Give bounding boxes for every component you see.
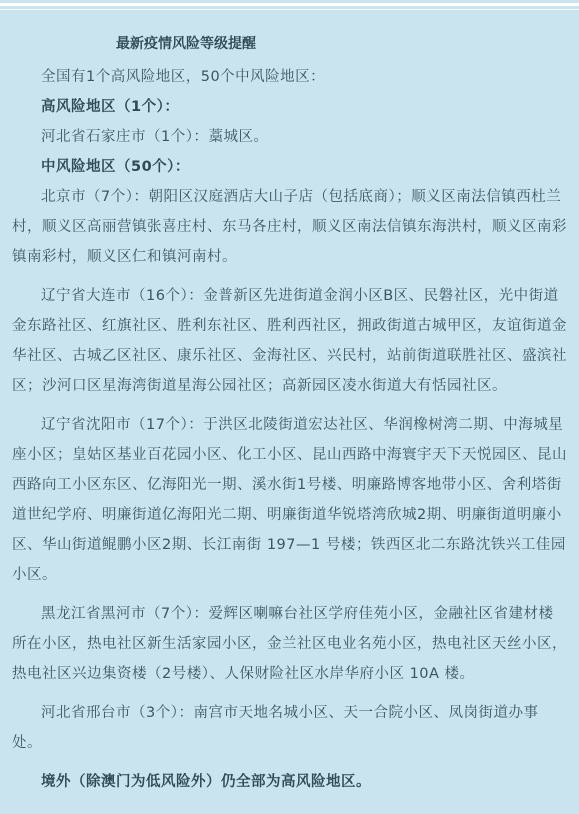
intro-text: 全国有1个高风险地区，50个中风险地区： xyxy=(41,69,326,85)
overseas-note: 境外（除澳门为低风险外）仍全部为高风险地区。 xyxy=(41,774,371,790)
article-title: 最新疫情风险等级提醒 xyxy=(116,36,256,52)
region-paragraph-shenyang: 辽宁省沈阳市（17个）：于洪区北陵街道宏达社区、华润橡树湾二期、中海城星座小区；皇姑区基业百花园小区、化工小区、昆山西路中海寰宇天下天悦园区、昆山西路向工小区东区、亿海阳光一期、溪水街1号楼、明廉路博客地带小区、舍利塔街道世纪学府、明廉街道亿海阳光二期、明廉街道华锐塔湾欣城2期、明廉街道明廉小区、华山街道鲲鹏小区2期、长江南街 197—1 号楼；铁西区北二东路沈铁兴工佳园小区。 xyxy=(12,417,567,583)
top-decor-line xyxy=(0,3,579,6)
medium-risk-heading: 中风险地区（50个）： xyxy=(41,159,190,175)
region-paragraph-beijing: 北京市（7个）：朝阳区汉庭酒店大山子店（包括底商）；顺义区南法信镇西杜兰村，顺义区高丽营镇张喜庄村、东马各庄村，顺义区南法信镇东海洪村，顺义区南彩镇南彩村，顺义区仁和镇河南村。 xyxy=(12,189,567,265)
high-risk-heading: 高风险地区（1个）： xyxy=(41,99,180,115)
region-paragraph-xingtai: 河北省邢台市（3个）：南宫市天地名城小区、天一合院小区、凤岗街道办事处。 xyxy=(12,705,539,751)
article xyxy=(0,10,579,797)
top-decor-line-thin xyxy=(0,9,579,10)
region-paragraph-dalian: 辽宁省大连市（16个）：金普新区先进街道金润小区B区、民磐社区，光中街道金东路社区、红旗社区、胜利东社区、胜利西社区，拥政街道古城甲区，友谊街道金华社区、古城乙区社区、康乐社区、金海社区、兴民村，站前街道联胜社区、盛滨社区；沙河口区星海湾街道星海公园社区；高新园区凌水街道大有恬园社区。 xyxy=(12,288,567,394)
high-risk-list: 河北省石家庄市（1个）：藁城区。 xyxy=(41,129,269,145)
region-paragraph-heihe: 黑龙江省黑河市（7个）：爱辉区喇嘛台社区学府佳苑小区，金融社区省建材楼所在小区，热电社区新生活家园小区，金兰社区电业名苑小区，热电社区天丝小区，热电社区兴边集资楼（2号楼）、人保财险社区水岸华府小区 10A 楼。 xyxy=(12,606,567,682)
